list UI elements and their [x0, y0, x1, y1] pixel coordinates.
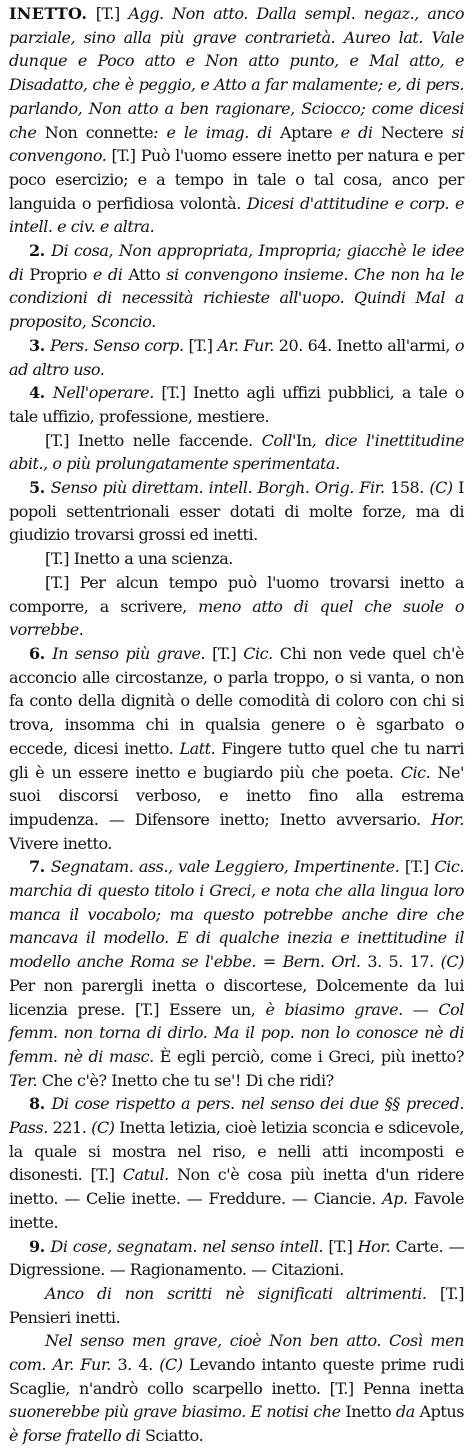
italic-text-run: Nel senso men grave, cioè Non ben atto. Così men com. Ar. Fur. — [9, 1331, 464, 1375]
italic-text-run: Latt. — [179, 738, 222, 758]
italic-text-run: o ad altro uso. — [9, 335, 464, 379]
paragraph-sense-9 — [9, 1235, 464, 1282]
sense-number: 6. — [29, 643, 53, 663]
italic-text-run: Anco di non scritti nè significati altrimenti. — [45, 1283, 440, 1303]
text-run: Non connette — [44, 122, 154, 142]
text-run: [T.] — [188, 335, 218, 355]
paragraph-sense-6 — [9, 642, 464, 855]
text-run: [T.] Inetto nelle faccende. — [45, 430, 262, 450]
italic-text-run: (C) — [440, 952, 464, 972]
italic-text-run: Senso più direttam. intell. Borgh. Orig. Fir. — [50, 478, 391, 498]
sense-number: 5. — [29, 478, 51, 498]
paragraph-sense-3 — [9, 334, 464, 381]
text-run: Aptare — [280, 122, 333, 142]
text-run: [T.] Può l'uomo essere inetto per natura e per poco esercizio; e a tempo in tale o tal cosa, anco per languida o perfidiosa volontà. — [9, 146, 464, 213]
paragraph-sense-4 — [9, 381, 464, 428]
italic-text-run: Nell'operare. — [52, 383, 162, 403]
text-run: 158. — [390, 478, 430, 498]
italic-text-run: (C) — [159, 1355, 190, 1375]
text-run: Fingere tutto quel che tu narri gli è un essere inetto e bugiardo più che poeta. — [9, 738, 464, 782]
sense-number: 3. — [29, 335, 51, 355]
italic-text-run: meno atto di quel che suole o vorrebbe. — [9, 596, 464, 640]
paragraph-sense-4-example — [9, 429, 464, 476]
italic-text-run: Hor. — [431, 809, 464, 829]
italic-text-run: Bern. Orl. — [282, 952, 368, 972]
paragraph-sense-5-example-1 — [9, 547, 464, 571]
text-run: [T.] — [95, 4, 129, 23]
text-run: Vivere inetto. — [9, 833, 112, 853]
text-run: Inetto — [345, 1402, 392, 1422]
text-run: [T.] Inetto a una scienza. — [45, 549, 233, 569]
text-run: I popoli settentrionali esser dotati di molte forze, ma di giudizio trovarsi grossi ed inetti. — [9, 478, 464, 545]
italic-text-run: (C) — [91, 1118, 120, 1138]
italic-text-run: è biasimo grave. — Col femm. non torna di dirlo. Ma il pop. non lo conosce nè di femm. nè di masc. — [9, 999, 465, 1066]
text-run: Favole inette. — [9, 1189, 464, 1232]
italic-text-run: e di — [332, 122, 381, 142]
italic-text-run: Segnatam. ass., vale Leggiero, Impertinente. — [50, 857, 405, 877]
text-run: [T.] — [328, 1236, 358, 1256]
text-run: Carte. — Digressione. — Ragionamento. — Citazioni. — [9, 1236, 464, 1280]
text-run: [T.] — [212, 643, 244, 663]
text-run: Atto — [128, 264, 161, 284]
sense-number: 2. — [29, 241, 52, 261]
paragraph-sense-7 — [9, 855, 464, 1092]
text-run: Chi non vede quel ch'è acconcio alle circostanze, o parla troppo, o si vanta, o non fa conto della dignità o delle comodità di coloro con chi si trova, insomma chi in qualsia genere o è sgarbato o eccede, dicesi inetto. — [9, 643, 464, 758]
sense-number: 4. — [29, 383, 53, 403]
text-run: Aptus — [419, 1402, 464, 1422]
italic-text-run: Di cose, segnatam. nel senso intell. — [50, 1236, 329, 1256]
text-run: [T.] Pensieri inetti. — [9, 1283, 464, 1327]
sense-number: 7. — [29, 857, 51, 877]
paragraph-definition — [9, 2, 464, 239]
italic-text-run: In senso più grave. — [52, 643, 213, 663]
italic-text-run: Ar. Fur. — [217, 335, 279, 355]
italic-text-run: è forse fratello di — [9, 1426, 145, 1446]
text-run: 3. 4. — [117, 1355, 160, 1375]
italic-text-run: Pers. Senso corp. — [50, 335, 189, 355]
text-run: Che c'è? Inetto che tu se'! Di che ridi? — [41, 1070, 334, 1090]
text-run: Levando intanto queste prime rudi Scaglie, n'andrò collo scarpello inetto. [T.] Penna inetta — [9, 1355, 464, 1398]
paragraph-sense-5-example-2 — [9, 571, 464, 642]
paragraph-sense-9-note — [9, 1282, 464, 1329]
italic-text-run: Ap. — [382, 1189, 414, 1209]
text-run: [T.] — [404, 857, 435, 877]
paragraph-sense-2 — [9, 239, 464, 334]
text-run: [T.] Per alcun tempo può l'uomo trovarsi inetto a comporre, a scrivere, — [9, 572, 464, 616]
sense-number: 9. — [29, 1236, 51, 1256]
italic-text-run: Di cose rispetto a pers. nel senso dei due §§ preced. Pass. — [9, 1094, 464, 1138]
text-run: 3. 5. 17. — [367, 952, 441, 972]
headword: INETTO. — [9, 4, 88, 23]
text-run: È egli perciò, come i Greci, più inetto? — [159, 1046, 464, 1066]
paragraph-sense-8 — [9, 1092, 464, 1234]
italic-text-run: Di cosa, Non appropriata, Impropria; giacchè le idee di — [9, 241, 464, 284]
italic-text-run: Dicesi d'attitudine e corp. e intell. e civ. e altra. — [9, 193, 465, 237]
paragraph-sense-5 — [9, 476, 464, 547]
italic-text-run: Cic. marchia di questo titolo i Greci, e nota che alla lingua loro manca il vocabolo; ma questo potrebbe anche dire che mancava il modello. E di qualche inezia e inettitudine il modello anche Roma se l'ebbe. — [9, 857, 464, 972]
text-run: Inetta letizia, cioè letizia sconcia e sdicevole, la quale si mostra nel riso, e nelli atti incomposti e disonesti. [T.] — [9, 1118, 465, 1185]
italic-text-run: e di — [86, 264, 129, 284]
text-run: [T.] Inetto agli uffizi pubblici, a tale o tale uffizio, professione, mestiere. — [9, 383, 464, 426]
sense-number: 8. — [29, 1094, 52, 1114]
italic-text-run: Cic. — [243, 643, 280, 663]
italic-text-run: , dice l'inettitudine abit., o più prolungatamente sperimentata. — [9, 430, 464, 474]
text-run: Ne' suoi discorsi verboso, e inetto fino alla estrema impudenza. — Difensore inetto; Inetto avversario. — [9, 762, 464, 829]
text-run: = — [262, 952, 283, 972]
text-run: Nectere — [380, 122, 444, 142]
text-run: In — [295, 430, 312, 450]
italic-text-run: : e le imag. di — [153, 122, 281, 142]
text-run: Proprio — [29, 264, 87, 284]
italic-text-run: da — [391, 1402, 420, 1422]
italic-text-run: suonerebbe più grave biasimo. E notisi che — [9, 1402, 346, 1422]
italic-text-run: Hor. — [357, 1236, 396, 1256]
italic-text-run: Agg. Non atto. Dalla sempl. negaz., anco parziale, sino alla più grave contrarietà. Aureo lat. Vale dunque e Poco atto e Non atto punto, e Mal atto, e Disadatto, che è peggio, e Atto a far malamente; e, di pers. parlando, Non atto a ben ragionare, Sciocco; come dicesi che — [9, 4, 465, 142]
text-run: Per non parergli inetta o discortese, Dolcemente da lui licenzia prese. [T.] Essere un, — [9, 975, 464, 1019]
italic-text-run: (C) — [429, 478, 459, 498]
italic-text-run: Catul. — [122, 1165, 178, 1185]
italic-text-run: Cic. — [400, 762, 438, 782]
italic-text-run: si convengono insieme. Che non ha le condizioni di necessità richieste all'uopo. Quindi Mal a proposito, Sconcio. — [9, 264, 464, 332]
italic-text-run: Coll' — [261, 430, 296, 450]
italic-text-run: si convengono. — [9, 122, 464, 166]
text-run: 20. 64. Inetto all'armi, — [278, 335, 455, 355]
text-run: Non c'è cosa più inetta d'un ridere inetto. — Celie inette. — Freddure. — Ciancie. — [9, 1165, 465, 1209]
text-run: Sciatto. — [144, 1426, 204, 1446]
paragraph-sense-9-lesser — [9, 1329, 464, 1448]
text-run: 221. — [52, 1118, 92, 1138]
italic-text-run: Ter. — [9, 1070, 42, 1090]
